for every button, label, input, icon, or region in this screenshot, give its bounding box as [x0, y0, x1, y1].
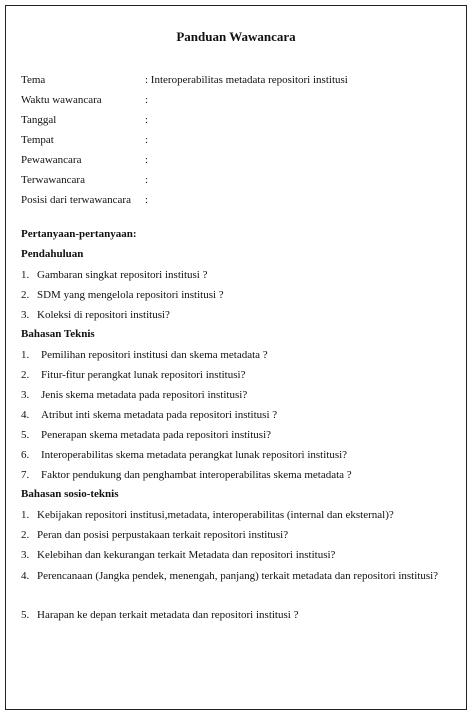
meta-label: Pewawancara — [21, 154, 82, 166]
item-text: Perencanaan (Jangka pendek, menengah, panjang) terkait metadata dan repositori institusi? — [37, 570, 439, 582]
item-number: 4. — [21, 570, 30, 582]
meta-label: Posisi dari terwawancara — [21, 194, 131, 206]
item-number: 3. — [21, 549, 30, 561]
meta-label: Terwawancara — [21, 174, 85, 186]
item-text: Jenis skema metadata pada repositori institusi? — [41, 389, 248, 401]
item-text: Fitur-fitur perangkat lunak repositori institusi? — [41, 369, 246, 381]
item-number: 1. — [21, 509, 30, 521]
section-title-bahasan-sosio-teknis: Bahasan sosio-teknis — [21, 488, 119, 500]
item-number: 5. — [21, 429, 30, 441]
meta-value: : — [145, 114, 149, 126]
questions-heading: Pertanyaan-pertanyaan: — [21, 228, 137, 240]
item-text: Penerapan skema metadata pada repositori institusi? — [41, 429, 272, 441]
item-number: 7. — [21, 469, 30, 481]
meta-value: : — [145, 134, 149, 146]
list-item — [21, 348, 268, 362]
list-item — [21, 428, 271, 442]
meta-label: Tempat — [21, 134, 54, 146]
item-number: 4. — [21, 409, 30, 421]
list-item — [21, 368, 245, 382]
meta-label: Tanggal — [21, 114, 57, 126]
list-item — [21, 548, 335, 562]
item-text: Gambaran singkat repositori institusi ? — [37, 269, 208, 281]
item-number: 5. — [21, 609, 30, 621]
item-text: Atribut inti skema metadata pada repositori institusi ? — [41, 409, 278, 421]
section-title-pendahuluan: Pendahuluan — [21, 248, 84, 260]
list-item — [21, 608, 298, 622]
item-text: Kebijakan repositori institusi,metadata, interoperabilitas (internal dan eksternal)? — [37, 509, 394, 521]
item-number: 3. — [21, 389, 30, 401]
item-number: 3. — [21, 309, 30, 321]
meta-value: : Interoperabilitas metadata repositori institusi — [145, 74, 348, 86]
meta-value: : — [145, 154, 149, 166]
item-text: Peran dan posisi perpustakaan terkait repositori institusi? — [37, 529, 289, 541]
list-item — [21, 308, 170, 322]
item-text: Koleksi di repositori institusi? — [37, 309, 170, 321]
list-item — [21, 566, 459, 586]
list-item — [21, 388, 247, 402]
list-item — [21, 288, 224, 302]
meta-label: Waktu wawancara — [21, 94, 102, 106]
meta-value: : — [145, 174, 149, 186]
item-text: Kelebihan dan kekurangan terkait Metadata dan repositori institusi? — [37, 549, 336, 561]
item-text: Faktor pendukung dan penghambat interoperabilitas skema metadata ? — [41, 469, 352, 481]
list-item — [21, 508, 394, 522]
meta-value: : — [145, 194, 149, 206]
item-number: 2. — [21, 529, 30, 541]
list-item — [21, 448, 347, 462]
item-number: 6. — [21, 449, 30, 461]
section-title-bahasan-teknis: Bahasan Teknis — [21, 328, 95, 340]
list-item — [21, 468, 352, 482]
item-text: SDM yang mengelola repositori institusi ? — [37, 289, 224, 301]
list-item — [21, 268, 207, 282]
item-number: 1. — [21, 349, 30, 361]
item-text: Harapan ke depan terkait metadata dan repositori institusi ? — [37, 609, 299, 621]
meta-value: : — [145, 94, 149, 106]
item-number: 2. — [21, 289, 30, 301]
document-title: Panduan Wawancara — [176, 29, 296, 44]
list-item — [21, 528, 288, 542]
document-page — [5, 5, 467, 710]
item-text: Pemilihan repositori institusi dan skema metadata ? — [41, 349, 268, 361]
meta-label: Tema — [21, 74, 46, 86]
item-number: 2. — [21, 369, 30, 381]
item-number: 1. — [21, 269, 30, 281]
item-text: Interoperabilitas skema metadata perangkat lunak repositori institusi? — [41, 449, 348, 461]
list-item — [21, 408, 277, 422]
